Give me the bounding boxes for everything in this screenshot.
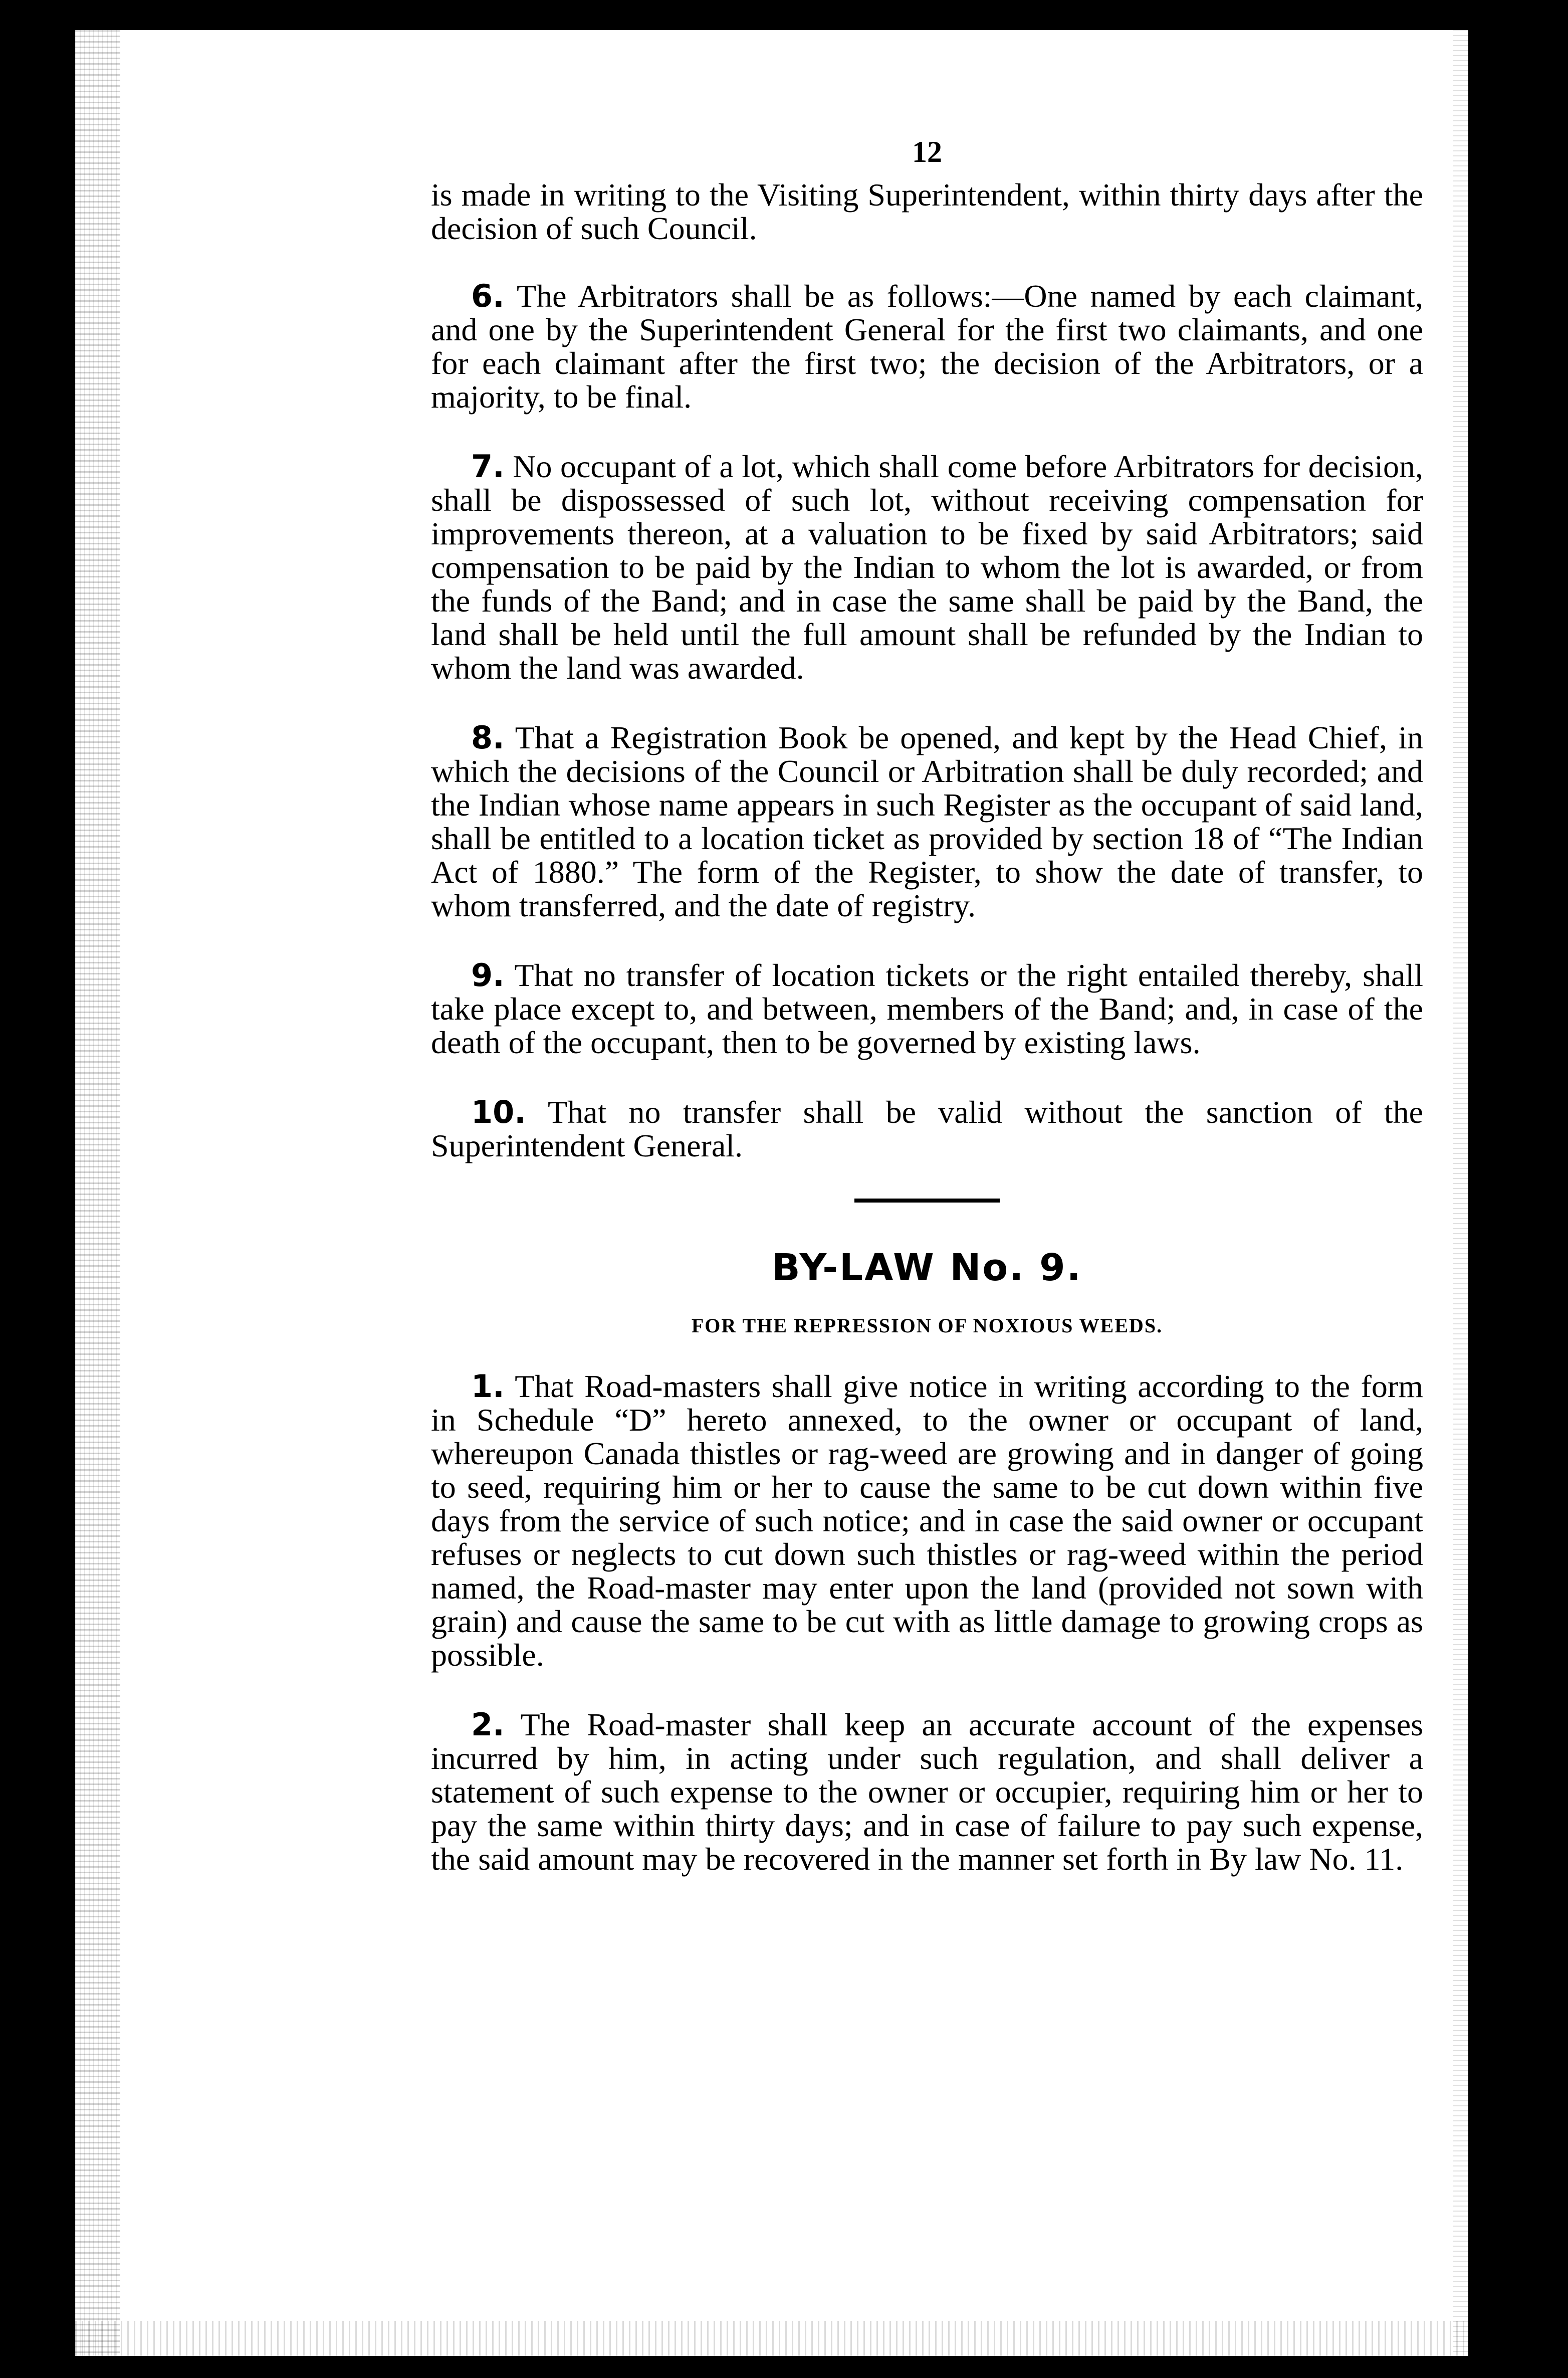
page-content [431, 135, 1423, 1912]
paragraph-number: 1. [471, 1368, 505, 1405]
paragraph-number: 6. [471, 278, 505, 314]
section-divider [854, 1199, 1000, 1203]
page-edge-bottom [75, 2321, 1468, 2356]
paragraph-text: The Arbitrators shall be as follows:—One named by each claimant, and one by the Superintendent General for the first two claimants, and one for each claimant after the first two; the decision of the Arbitrators, or a majority, to be final. [431, 278, 1424, 415]
paragraph-text: is made in writing to the Visiting Superintendent, within thirty days after the decision of such Council. [431, 177, 1423, 246]
bylaw-paragraph-2 [431, 1708, 1423, 1876]
paragraph-text: That no transfer of location tickets or the right entailed thereby, shall take place except to, and between, members of the Band; and, in case of the death of the occupant, then to be governed by existing laws. [431, 957, 1424, 1060]
paragraph-8 [431, 721, 1423, 922]
paragraph-text: That Road-masters shall give notice in writing according to the form in Schedule “D” hereto annexed, to the owner or occupant of land, whereupon Canada thistles or rag-weed are growing and in danger of going to seed, requiring him or her to cause the same to be cut down within five days from the service of such notice; and in case the said owner or occupant refuses or neglects to cut down such thistles or rag-weed within the period named, the Road-master may enter upon the land (provided not sown with grain) and cause the same to be cut with as little damage to growing crops as possible. [431, 1368, 1424, 1673]
paragraph-number: 10. [471, 1094, 526, 1130]
page-edge-right [1453, 30, 1468, 2356]
page-edge-left [75, 30, 120, 2356]
paragraph-text: No occupant of a lot, which shall come before Arbitrators for decision, shall be dispossessed of such lot, without receiving compensation for improvements thereon, at a valuation to be fixed by said Arbitrators; said compensation to be paid by the Indian to whom the lot is awarded, or from the funds of the Band; and in case the same shall be paid by the Band, the land shall be held until the full amount shall be refunded by the Indian to whom the land was awarded. [431, 449, 1424, 686]
paragraph-9 [431, 958, 1423, 1059]
paragraph-number: 9. [471, 957, 505, 994]
bylaw-heading: BY-LAW No. 9. [772, 1246, 1082, 1289]
paragraph-text: That a Registration Book be opened, and kept by the Head Chief, in which the decisions of the Council or Arbitration shall be duly recorded; and the Indian whose name appears in such Register as the occupant of said land, shall be entitled to a location ticket as provided by section 18 of “The Indian Act of 1880.” The form of the Register, to show the date of transfer, to whom transferred, and the date of registry. [431, 720, 1423, 923]
paragraph-number: 7. [471, 448, 505, 485]
paragraph-10 [431, 1095, 1423, 1162]
document-page [75, 30, 1468, 2356]
paragraph-continuation [431, 178, 1423, 245]
paragraph-7 [431, 450, 1423, 685]
bylaw-paragraph-1 [431, 1369, 1423, 1672]
paragraph-6 [431, 279, 1423, 414]
paragraph-number: 2. [471, 1706, 505, 1743]
paragraph-text: That no transfer shall be valid without the sanction of the Superintendent General. [431, 1094, 1424, 1163]
page-number: 12 [912, 135, 942, 168]
paragraph-number: 8. [471, 719, 505, 756]
paragraph-text: The Road-master shall keep an accurate account of the expenses incurred by him, in acting under such regulation, and shall deliver a statement of such expense to the owner or occupier, requiring him or her to pay the same within thirty days; and in case of failure to pay such expense, the said amount may be recovered in the manner set forth in By law No. 11. [431, 1707, 1424, 1877]
bylaw-subheading: FOR THE REPRESSION OF NOXIOUS WEEDS. [691, 1314, 1163, 1337]
